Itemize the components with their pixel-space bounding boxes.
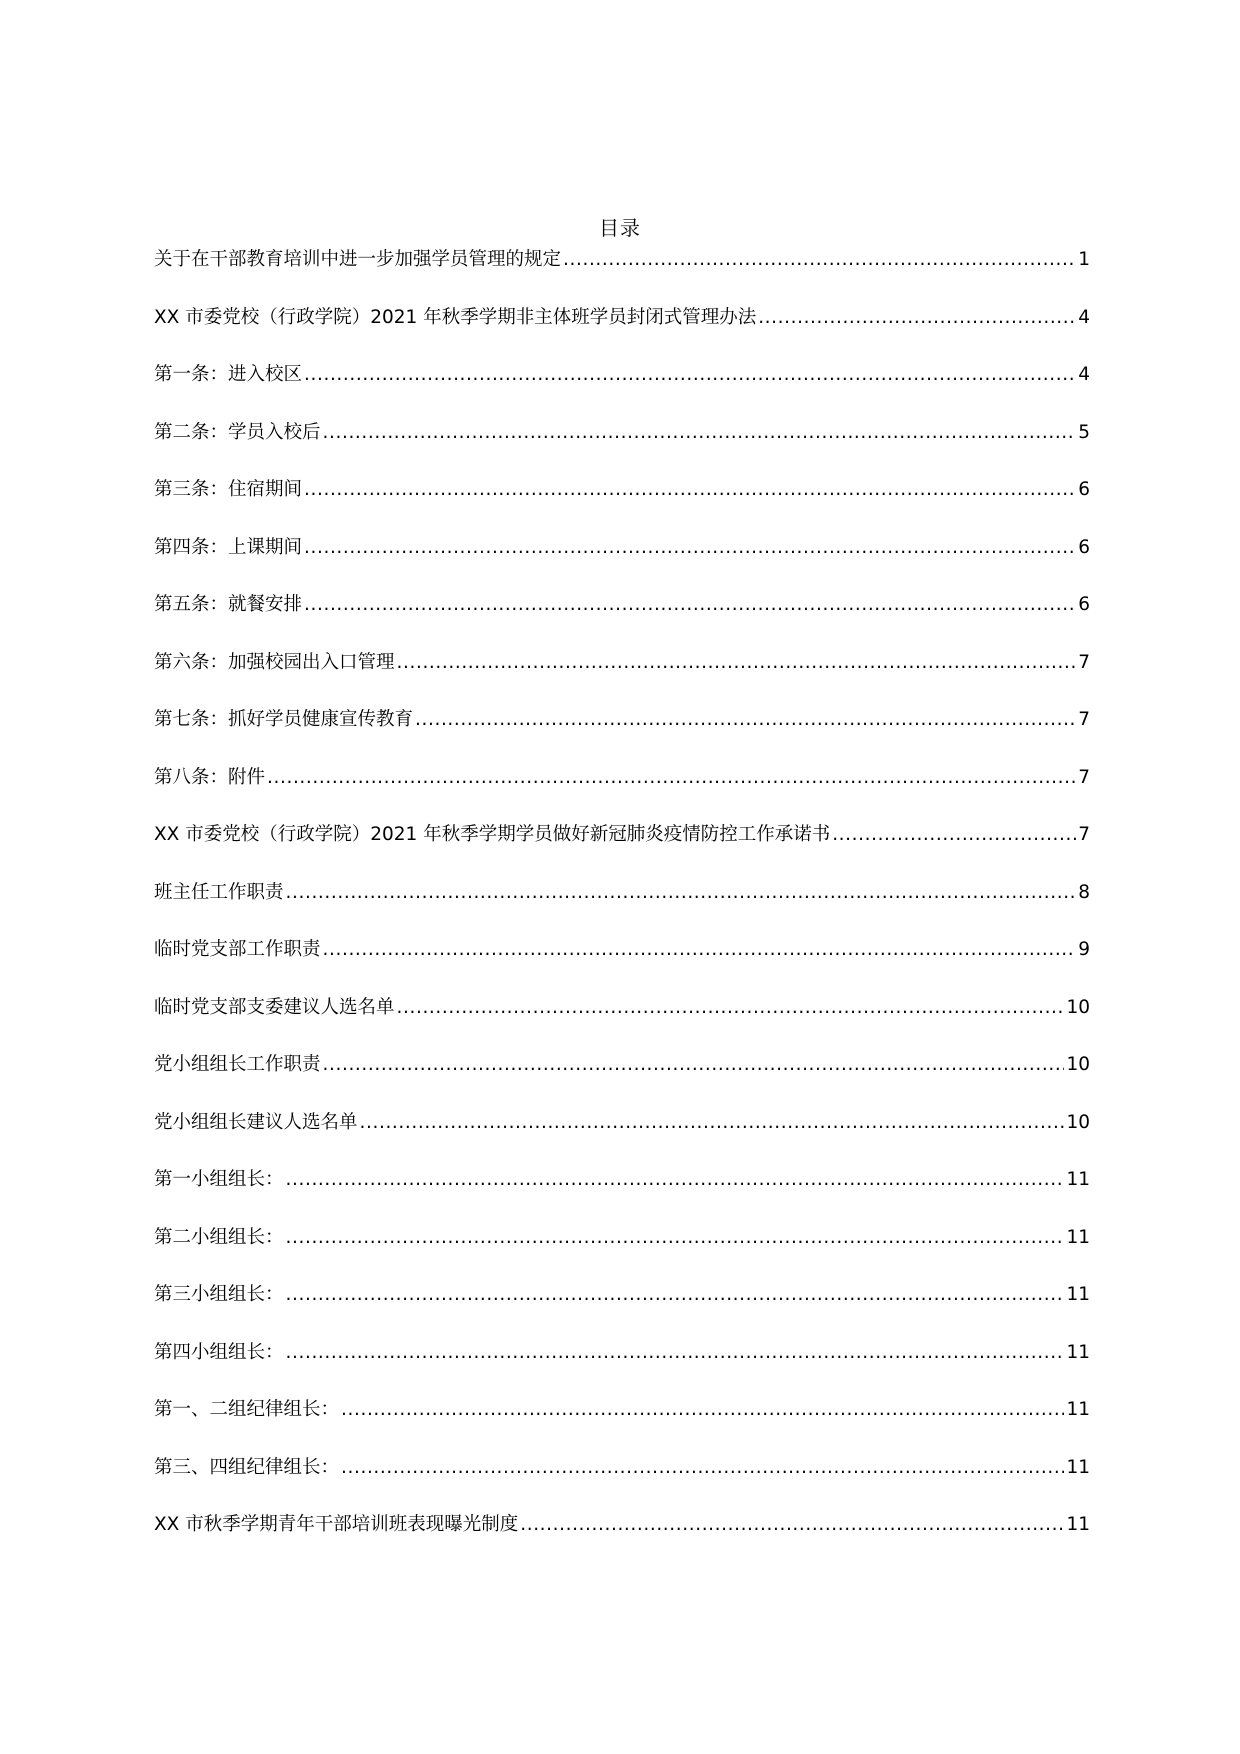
toc-entry-title[interactable]: 第四小组组长： [154, 1341, 284, 1363]
dot-leader [323, 935, 1077, 965]
toc-page-number: 11 [1066, 1399, 1090, 1420]
toc-page-number: 11 [1066, 1514, 1090, 1535]
toc-entry-title[interactable]: 班主任工作职责 [154, 881, 284, 903]
toc-entry-title[interactable]: 第一、二组纪律组长： [154, 1399, 340, 1420]
toc-page-number: 10 [1066, 1054, 1090, 1075]
toc-page-number: 5 [1078, 421, 1090, 443]
dot-leader [286, 1223, 1065, 1253]
toc-page-number: 10 [1066, 1111, 1090, 1133]
dot-leader [304, 590, 1076, 620]
toc-page-number: 7 [1078, 824, 1090, 845]
toc-entry[interactable] [154, 360, 1090, 418]
toc-page-number: 8 [1078, 881, 1090, 903]
toc-page-number: 11 [1066, 1226, 1090, 1248]
toc-entry[interactable] [154, 705, 1090, 763]
toc-entry-title[interactable]: XX 市委党校（行政学院）2021 年秋季学期学员做好新冠肺炎疫情防控工作承诺书 [154, 824, 831, 845]
dot-leader [520, 1510, 1064, 1540]
dot-leader [341, 1395, 1064, 1425]
toc-entry[interactable] [154, 648, 1090, 706]
toc-entry-title[interactable]: 第三、四组纪律组长： [154, 1456, 340, 1478]
table-of-contents [154, 245, 1090, 1568]
toc-entry[interactable] [154, 1338, 1090, 1396]
toc-page-number: 9 [1078, 939, 1090, 960]
toc-entry-title[interactable]: 第一条：进入校区 [154, 364, 303, 385]
toc-entry-title[interactable]: 临时党支部工作职责 [154, 939, 321, 960]
toc-entry-title[interactable]: 第三小组组长： [154, 1284, 284, 1305]
toc-entry-title[interactable]: 第七条：抓好学员健康宣传教育 [154, 709, 414, 730]
toc-page-number: 11 [1066, 1169, 1090, 1190]
dot-leader [832, 820, 1076, 850]
toc-entry[interactable] [154, 418, 1090, 476]
toc-entry-title[interactable]: 党小组组长建议人选名单 [154, 1111, 358, 1133]
toc-page-number: 7 [1078, 766, 1090, 788]
toc-entry-title[interactable]: 第四条：上课期间 [154, 536, 303, 558]
toc-entry-title[interactable]: 第五条：就餐安排 [154, 594, 303, 615]
dot-leader [286, 1338, 1065, 1368]
toc-page-number: 10 [1066, 996, 1090, 1018]
toc-entry[interactable] [154, 1108, 1090, 1166]
toc-entry[interactable] [154, 993, 1090, 1051]
toc-entry[interactable] [154, 1395, 1090, 1453]
dot-leader [304, 360, 1076, 390]
toc-entry[interactable] [154, 1453, 1090, 1511]
page-title: 目录 [599, 216, 641, 240]
toc-entry-title[interactable]: 第六条：加强校园出入口管理 [154, 651, 395, 673]
toc-page-number: 1 [1078, 249, 1090, 270]
dot-leader [304, 533, 1076, 563]
toc-entry[interactable] [154, 1280, 1090, 1338]
toc-entry-title[interactable]: 第三条：住宿期间 [154, 479, 303, 500]
dot-leader [341, 1453, 1064, 1483]
toc-entry[interactable] [154, 763, 1090, 821]
toc-entry[interactable] [154, 820, 1090, 878]
toc-page-number: 11 [1066, 1284, 1090, 1305]
toc-entry[interactable] [154, 1050, 1090, 1108]
toc-entry[interactable] [154, 245, 1090, 303]
toc-page-number: 11 [1066, 1341, 1090, 1363]
dot-leader [563, 245, 1076, 275]
toc-entry[interactable] [154, 878, 1090, 936]
dot-leader [304, 475, 1076, 505]
toc-entry[interactable] [154, 935, 1090, 993]
dot-leader [360, 1108, 1065, 1138]
toc-page-number: 11 [1066, 1456, 1090, 1478]
dot-leader [267, 763, 1076, 793]
toc-entry[interactable] [154, 1165, 1090, 1223]
dot-leader [286, 1165, 1065, 1195]
toc-page-number: 7 [1078, 709, 1090, 730]
dot-leader [415, 705, 1076, 735]
toc-page-number: 6 [1078, 594, 1090, 615]
toc-entry-title[interactable]: 党小组组长工作职责 [154, 1054, 321, 1075]
toc-entry[interactable] [154, 590, 1090, 648]
toc-entry[interactable] [154, 1223, 1090, 1281]
dot-leader [397, 993, 1065, 1023]
toc-entry[interactable] [154, 1510, 1090, 1568]
toc-page-number: 7 [1078, 651, 1090, 673]
toc-entry-title[interactable]: 第一小组组长： [154, 1169, 284, 1190]
toc-entry-title[interactable]: 第二小组组长： [154, 1226, 284, 1248]
toc-entry[interactable] [154, 533, 1090, 591]
toc-page-number: 4 [1078, 306, 1090, 328]
toc-entry-title[interactable]: XX 市秋季学期青年干部培训班表现曝光制度 [154, 1514, 519, 1535]
dot-leader [397, 648, 1077, 678]
toc-entry-title[interactable]: 第八条：附件 [154, 766, 266, 788]
toc-entry-title[interactable]: 关于在干部教育培训中进一步加强学员管理的规定 [154, 249, 562, 270]
toc-entry-title[interactable]: XX 市委党校（行政学院）2021 年秋季学期非主体班学员封闭式管理办法 [154, 306, 757, 328]
toc-page-number: 6 [1078, 479, 1090, 500]
dot-leader [323, 1050, 1065, 1080]
dot-leader [286, 878, 1077, 908]
toc-page-number: 6 [1078, 536, 1090, 558]
toc-entry-title[interactable]: 第二条：学员入校后 [154, 421, 321, 443]
toc-page-number: 4 [1078, 364, 1090, 385]
dot-leader [286, 1280, 1065, 1310]
dot-leader [323, 418, 1077, 448]
toc-entry[interactable] [154, 475, 1090, 533]
toc-entry-title[interactable]: 临时党支部支委建议人选名单 [154, 996, 395, 1018]
toc-entry[interactable] [154, 303, 1090, 361]
dot-leader [758, 303, 1076, 333]
